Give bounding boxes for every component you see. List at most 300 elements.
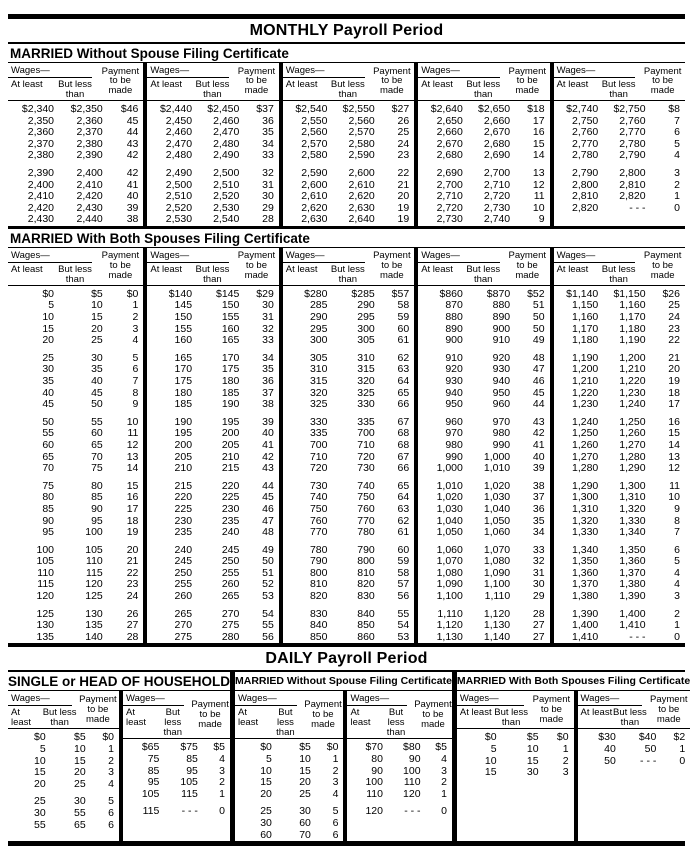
table-row	[418, 428, 549, 440]
wage-cell: $2,540	[295, 102, 328, 115]
wage-cell: 115	[86, 566, 103, 579]
payment-to-be-made-label: Payment to be made	[237, 65, 276, 97]
wage-cell: 47	[532, 363, 545, 376]
wage-table-group	[457, 691, 574, 841]
table-row	[8, 808, 119, 820]
wage-cell: 67	[397, 415, 410, 428]
wage-cell: 100	[403, 764, 421, 777]
wage-cell: 80	[91, 479, 103, 492]
wage-cell: 25	[91, 334, 103, 347]
wage-cell: 2,610	[301, 190, 328, 203]
wage-cell: 1,100	[436, 590, 463, 603]
wage-cell: 21	[668, 351, 680, 364]
row-block	[347, 806, 451, 818]
wage-column-labels	[235, 706, 302, 738]
table-row	[8, 796, 119, 808]
wage-cell: 305	[357, 334, 375, 347]
wage-cell: 27	[126, 619, 139, 632]
wage-cell: 2,540	[213, 213, 240, 226]
wage-cell: 860	[357, 630, 375, 643]
table-row	[8, 732, 119, 744]
wage-cell: 45	[91, 386, 103, 399]
but-less-than-label: But less than	[163, 707, 182, 739]
wage-cell: 23	[668, 322, 680, 335]
wage-cell: 2,610	[348, 178, 375, 191]
wage-cell: 205	[221, 438, 240, 451]
wage-cell: 950	[492, 386, 511, 399]
wage-cell: 2,460	[213, 114, 240, 127]
wage-cell: 5	[39, 742, 46, 755]
wage-cell: 1,130	[436, 630, 463, 643]
table-body	[418, 101, 549, 226]
wage-cell: 2,600	[348, 166, 375, 179]
table-row	[457, 756, 574, 768]
table-row	[8, 452, 143, 464]
wage-cell: 2	[674, 607, 680, 620]
wage-cell: 1,220	[571, 386, 599, 399]
table-row	[8, 820, 119, 832]
wage-cell: 2,390	[27, 166, 55, 179]
table-row	[418, 191, 549, 203]
daily-section-single	[8, 672, 230, 841]
wage-cell: 1,260	[619, 427, 646, 440]
payment-to-be-made-label: Payment to be made	[373, 250, 411, 282]
wage-cell: 4	[674, 149, 680, 162]
wage-cell: 1,100	[483, 578, 511, 591]
wage-cell: 6	[108, 806, 114, 819]
wages-header	[8, 248, 97, 285]
wage-cell: 235	[174, 526, 193, 539]
wage-cell: 1,360	[571, 566, 599, 579]
wage-cell: 910	[492, 334, 511, 347]
row-block	[8, 353, 143, 411]
wage-cell: 40	[91, 374, 103, 387]
wage-cell: 90	[408, 752, 421, 765]
wage-cell: 1,060	[483, 526, 511, 539]
table-row	[147, 364, 278, 376]
table-row	[8, 127, 143, 139]
wage-cell: 760	[309, 514, 328, 527]
wage-cell: 21	[126, 555, 139, 568]
wage-cell: 105	[85, 543, 103, 556]
wage-cell: 15	[126, 479, 139, 492]
table-row	[283, 609, 414, 621]
wage-cell: 1	[332, 752, 339, 765]
wage-cell: 2,370	[76, 126, 103, 139]
wage-cell: 27	[532, 619, 545, 632]
wage-cell: 730	[357, 462, 375, 475]
row-block	[554, 353, 685, 411]
payment-to-be-made-label: Payment to be made	[304, 698, 342, 730]
wage-cell: 2,570	[348, 126, 375, 139]
wage-cell: 41	[262, 438, 274, 451]
table-row	[347, 742, 451, 754]
wage-cell: 325	[357, 386, 375, 399]
wage-cell: $280	[304, 287, 328, 300]
wage-cell: 46	[262, 502, 274, 515]
wage-cell: 56	[397, 590, 410, 603]
wage-cell: 95	[42, 526, 55, 539]
wage-cell: 31	[532, 566, 545, 579]
wage-cell: 2,730	[483, 201, 511, 214]
wage-cell: 32	[532, 555, 545, 568]
table-row	[283, 428, 414, 440]
wage-cell: 920	[492, 351, 511, 364]
wage-cell: 5	[490, 742, 497, 755]
table-row	[578, 756, 691, 768]
table-row	[147, 191, 278, 203]
wage-cell: 1,250	[571, 427, 599, 440]
wage-cell: 1,080	[436, 566, 463, 579]
wage-cell: 255	[221, 566, 240, 579]
wages-label: Wages—	[578, 691, 643, 706]
wage-cell: 105	[36, 555, 55, 568]
wage-cell: 66	[397, 398, 410, 411]
table-column-header	[283, 248, 414, 286]
row-block	[8, 104, 143, 162]
table-row	[8, 579, 143, 591]
wages-header	[8, 691, 77, 728]
wage-cell: $40	[638, 731, 657, 744]
table-row	[123, 777, 230, 789]
wage-cell: 32	[262, 322, 274, 335]
wage-cell: 30	[532, 578, 545, 591]
wage-cell: 1,390	[571, 607, 599, 620]
wage-cell: 18	[126, 514, 139, 527]
wage-table-group	[574, 691, 691, 841]
wage-column-labels	[147, 263, 234, 285]
table-row	[147, 452, 278, 464]
wage-cell: 19	[397, 201, 410, 214]
wage-cell: 880	[445, 311, 463, 323]
wage-cell: 1	[562, 742, 569, 755]
but-less-than-label: But less than	[386, 707, 406, 739]
table-row	[283, 353, 414, 365]
wage-cell: 920	[445, 363, 463, 376]
at-least-label: At least	[556, 79, 589, 90]
table-row	[8, 591, 143, 603]
wage-cell: 24	[397, 137, 410, 150]
wage-cell: 10	[526, 742, 539, 755]
table-row	[283, 388, 414, 400]
table-row	[418, 632, 549, 644]
wage-cell: 68	[397, 438, 410, 451]
row-block	[418, 168, 549, 226]
table-row	[347, 754, 451, 766]
table-row	[283, 632, 414, 644]
wage-cell: 285	[309, 299, 328, 312]
wage-cell: 220	[174, 491, 193, 504]
wage-cell: 23	[126, 578, 139, 591]
wage-column-labels	[554, 263, 641, 285]
table-row	[283, 463, 414, 475]
table-row	[283, 376, 414, 388]
wage-cell: 17	[126, 502, 139, 515]
payment-to-be-made-label: Payment to be made	[373, 65, 411, 97]
wage-cell: 240	[174, 543, 193, 556]
wage-cell: 2,810	[619, 178, 646, 191]
wage-cell: 1,060	[436, 543, 463, 556]
wage-cell: 890	[492, 311, 511, 323]
wage-cell: 3	[674, 166, 680, 179]
table-row	[147, 104, 278, 116]
wage-cell: 1,140	[483, 630, 511, 643]
wage-cell: 40	[532, 450, 545, 463]
table-row	[554, 504, 685, 516]
wages-header	[123, 691, 189, 738]
wage-cell: 65	[397, 479, 410, 492]
daily-period-title: DAILY Payroll Period	[8, 647, 685, 672]
wage-cell: 2	[562, 754, 569, 767]
wage-cell: 770	[309, 526, 328, 539]
but-less-than-label: But less than	[276, 707, 295, 739]
wage-cell: 24	[668, 311, 680, 323]
table-body	[283, 286, 414, 644]
wage-cell: 7	[674, 114, 680, 127]
wage-cell: 720	[309, 462, 328, 475]
table-row	[8, 399, 143, 411]
wage-cell: 2,490	[165, 166, 193, 179]
wage-table-daily-married-both	[457, 691, 690, 841]
wage-column-labels	[123, 706, 189, 738]
wage-cell: 2,390	[76, 149, 103, 162]
wage-cell: 10	[34, 754, 46, 767]
wage-cell: 25	[42, 351, 55, 364]
wage-cell: 1,310	[619, 491, 646, 504]
wage-cell: 70	[299, 828, 311, 841]
wage-cell: 65	[74, 818, 86, 831]
at-least-label: At least	[126, 707, 147, 729]
row-block	[8, 481, 143, 539]
wages-label: Wages—	[8, 248, 92, 263]
wage-cell: 1,190	[571, 351, 599, 364]
wage-cell: $2,740	[566, 102, 599, 115]
wage-cell: 80	[42, 491, 55, 504]
wage-cell: 13	[668, 450, 680, 463]
row-block	[147, 609, 278, 644]
row-block	[418, 353, 549, 411]
daily-section-married-without-spouse	[230, 672, 452, 841]
wage-cell: 40	[604, 742, 616, 755]
wage-cell: 30	[526, 766, 539, 779]
wage-cell: 830	[309, 607, 328, 620]
wage-cell: 780	[309, 543, 328, 556]
table-row	[8, 756, 119, 768]
wage-cell: 26	[397, 114, 410, 127]
wage-cell: 170	[174, 363, 193, 376]
wage-cell: 2	[219, 776, 226, 789]
wage-cell: $0	[42, 287, 55, 300]
wage-cell: 6	[674, 543, 680, 556]
wage-cell: 9	[132, 398, 139, 411]
table-row	[8, 335, 143, 347]
wage-cell: 67	[397, 450, 410, 463]
wage-cell: 940	[492, 374, 511, 387]
wage-cell: 10	[484, 754, 497, 767]
wage-cell: 1,290	[571, 479, 599, 492]
table-row	[8, 312, 143, 324]
wage-cell: 165	[174, 351, 193, 364]
wage-cell: 110	[366, 787, 383, 800]
table-row	[8, 150, 143, 162]
wage-cell: 6	[132, 363, 139, 376]
wage-cell: 2,410	[27, 190, 55, 203]
wage-cell: 950	[445, 398, 463, 411]
wage-cell: 68	[397, 427, 410, 440]
wage-cell: $2,450	[207, 102, 240, 115]
wage-cell: 2,380	[76, 137, 103, 150]
wage-cell: 125	[36, 607, 55, 620]
but-less-than-label: But less than	[42, 707, 77, 729]
wage-cell: 960	[492, 398, 511, 411]
wage-cell: 31	[262, 311, 274, 323]
but-less-than-label: But less than	[330, 263, 365, 285]
table-row	[418, 104, 549, 116]
wage-cell: 2,800	[619, 166, 646, 179]
table-row	[283, 104, 414, 116]
wage-cell: 1,110	[437, 607, 463, 620]
wage-cell: 65	[397, 386, 410, 399]
wage-cell: $65	[141, 741, 160, 754]
wages-header	[235, 691, 302, 738]
wage-cell: 6	[332, 816, 339, 829]
wage-cell: 11	[533, 190, 545, 203]
wage-table-group	[143, 63, 278, 226]
wage-cell: 230	[221, 502, 240, 515]
wage-cell: 820	[357, 578, 375, 591]
wage-column-labels	[147, 78, 234, 100]
wage-cell: 43	[532, 415, 545, 428]
wage-cell: 20	[397, 190, 410, 203]
table-row	[283, 620, 414, 632]
wage-cell: 1,050	[436, 526, 463, 539]
table-column-header	[235, 691, 343, 739]
wage-cell: 7	[132, 374, 139, 387]
wage-cell: 1,410	[619, 619, 646, 632]
wage-cell: 4	[674, 566, 680, 579]
wage-cell: 20	[91, 322, 103, 335]
daily-table	[8, 672, 691, 841]
wage-table-group	[279, 248, 414, 644]
wage-cell: 1,320	[571, 514, 599, 527]
wage-cell: 1,090	[436, 578, 463, 591]
wage-cell: 265	[174, 607, 193, 620]
wage-table-daily-single	[8, 691, 230, 841]
table-row	[347, 766, 451, 778]
wage-cell: 29	[532, 590, 545, 603]
wage-cell: 2,400	[76, 166, 103, 179]
wage-cell: 13	[126, 450, 139, 463]
wage-cell: 880	[492, 299, 511, 312]
daily-section-title: MARRIED With Both Spouses Filing Certificate	[457, 672, 690, 691]
row-block	[147, 289, 278, 347]
wage-cell: 1,280	[619, 450, 646, 463]
wage-cell: 700	[309, 438, 328, 451]
table-row	[554, 335, 685, 347]
wage-cell: 55	[34, 818, 46, 831]
row-block	[347, 742, 451, 800]
wage-cell: 51	[262, 566, 274, 579]
wage-cell: 12	[126, 438, 139, 451]
wage-cell: 2,590	[348, 149, 375, 162]
row-block	[283, 609, 414, 644]
row-block	[418, 609, 549, 644]
wage-cell: 55	[91, 415, 103, 428]
row-block	[554, 104, 685, 162]
table-row	[418, 527, 549, 539]
wage-cell: 35	[262, 363, 274, 376]
wage-cell: 2,730	[436, 213, 463, 226]
wage-cell: $2,640	[430, 102, 463, 115]
wage-cell: 210	[221, 450, 240, 463]
wage-cell: $0	[326, 741, 339, 754]
table-row	[147, 428, 278, 440]
wage-cell: 2,510	[213, 178, 240, 191]
wage-cell: 25	[668, 299, 680, 312]
table-row	[283, 127, 414, 139]
wage-cell: 42	[126, 149, 139, 162]
wage-cell: 900	[492, 322, 511, 335]
wage-cell: 0	[219, 805, 226, 818]
wage-cell: 115	[142, 805, 160, 818]
wage-cell: 2	[108, 754, 114, 767]
table-row	[147, 417, 278, 429]
table-row	[283, 527, 414, 539]
wages-label: Wages—	[8, 691, 72, 706]
wage-cell: 59	[397, 555, 410, 568]
row-block	[283, 168, 414, 226]
but-less-than-label: But less than	[466, 263, 501, 285]
wage-cell: 43	[126, 137, 139, 150]
table-row	[235, 777, 343, 789]
wage-cell: 25	[34, 795, 46, 808]
but-less-than-label: But less than	[58, 263, 92, 285]
wage-cell: 60	[397, 543, 410, 556]
table-body	[235, 739, 343, 841]
wage-cell: 80	[371, 752, 383, 765]
wage-cell: 2,480	[165, 149, 193, 162]
at-least-label: At least	[556, 263, 589, 275]
table-column-header	[147, 63, 278, 101]
wage-cell: 95	[91, 514, 103, 527]
wage-cell: 60	[397, 322, 410, 335]
wage-cell: 300	[309, 334, 328, 347]
wage-cell: 50	[42, 415, 55, 428]
row-block	[235, 806, 343, 841]
table-row	[8, 300, 143, 312]
wage-cell: 1	[674, 190, 680, 203]
wage-cell: 135	[85, 619, 103, 632]
row-block	[457, 732, 574, 778]
table-row	[347, 789, 451, 801]
wage-cell: 115	[181, 787, 198, 800]
wage-cell: 1,220	[619, 374, 646, 387]
table-row	[283, 516, 414, 528]
wage-cell: 150	[174, 311, 193, 323]
wage-cell: 850	[357, 619, 375, 632]
wage-cell: 2,430	[27, 213, 55, 226]
table-row	[347, 806, 451, 818]
table-row	[147, 568, 278, 580]
wage-cell: 8	[132, 386, 139, 399]
table-row	[8, 545, 143, 557]
wage-cell: 1,340	[571, 543, 599, 556]
wage-cell: 20	[34, 777, 46, 790]
but-less-than-label: But less than	[330, 79, 365, 100]
wage-cell: 165	[221, 334, 240, 347]
wage-cell: 315	[309, 374, 328, 387]
wage-cell: 59	[397, 311, 410, 323]
